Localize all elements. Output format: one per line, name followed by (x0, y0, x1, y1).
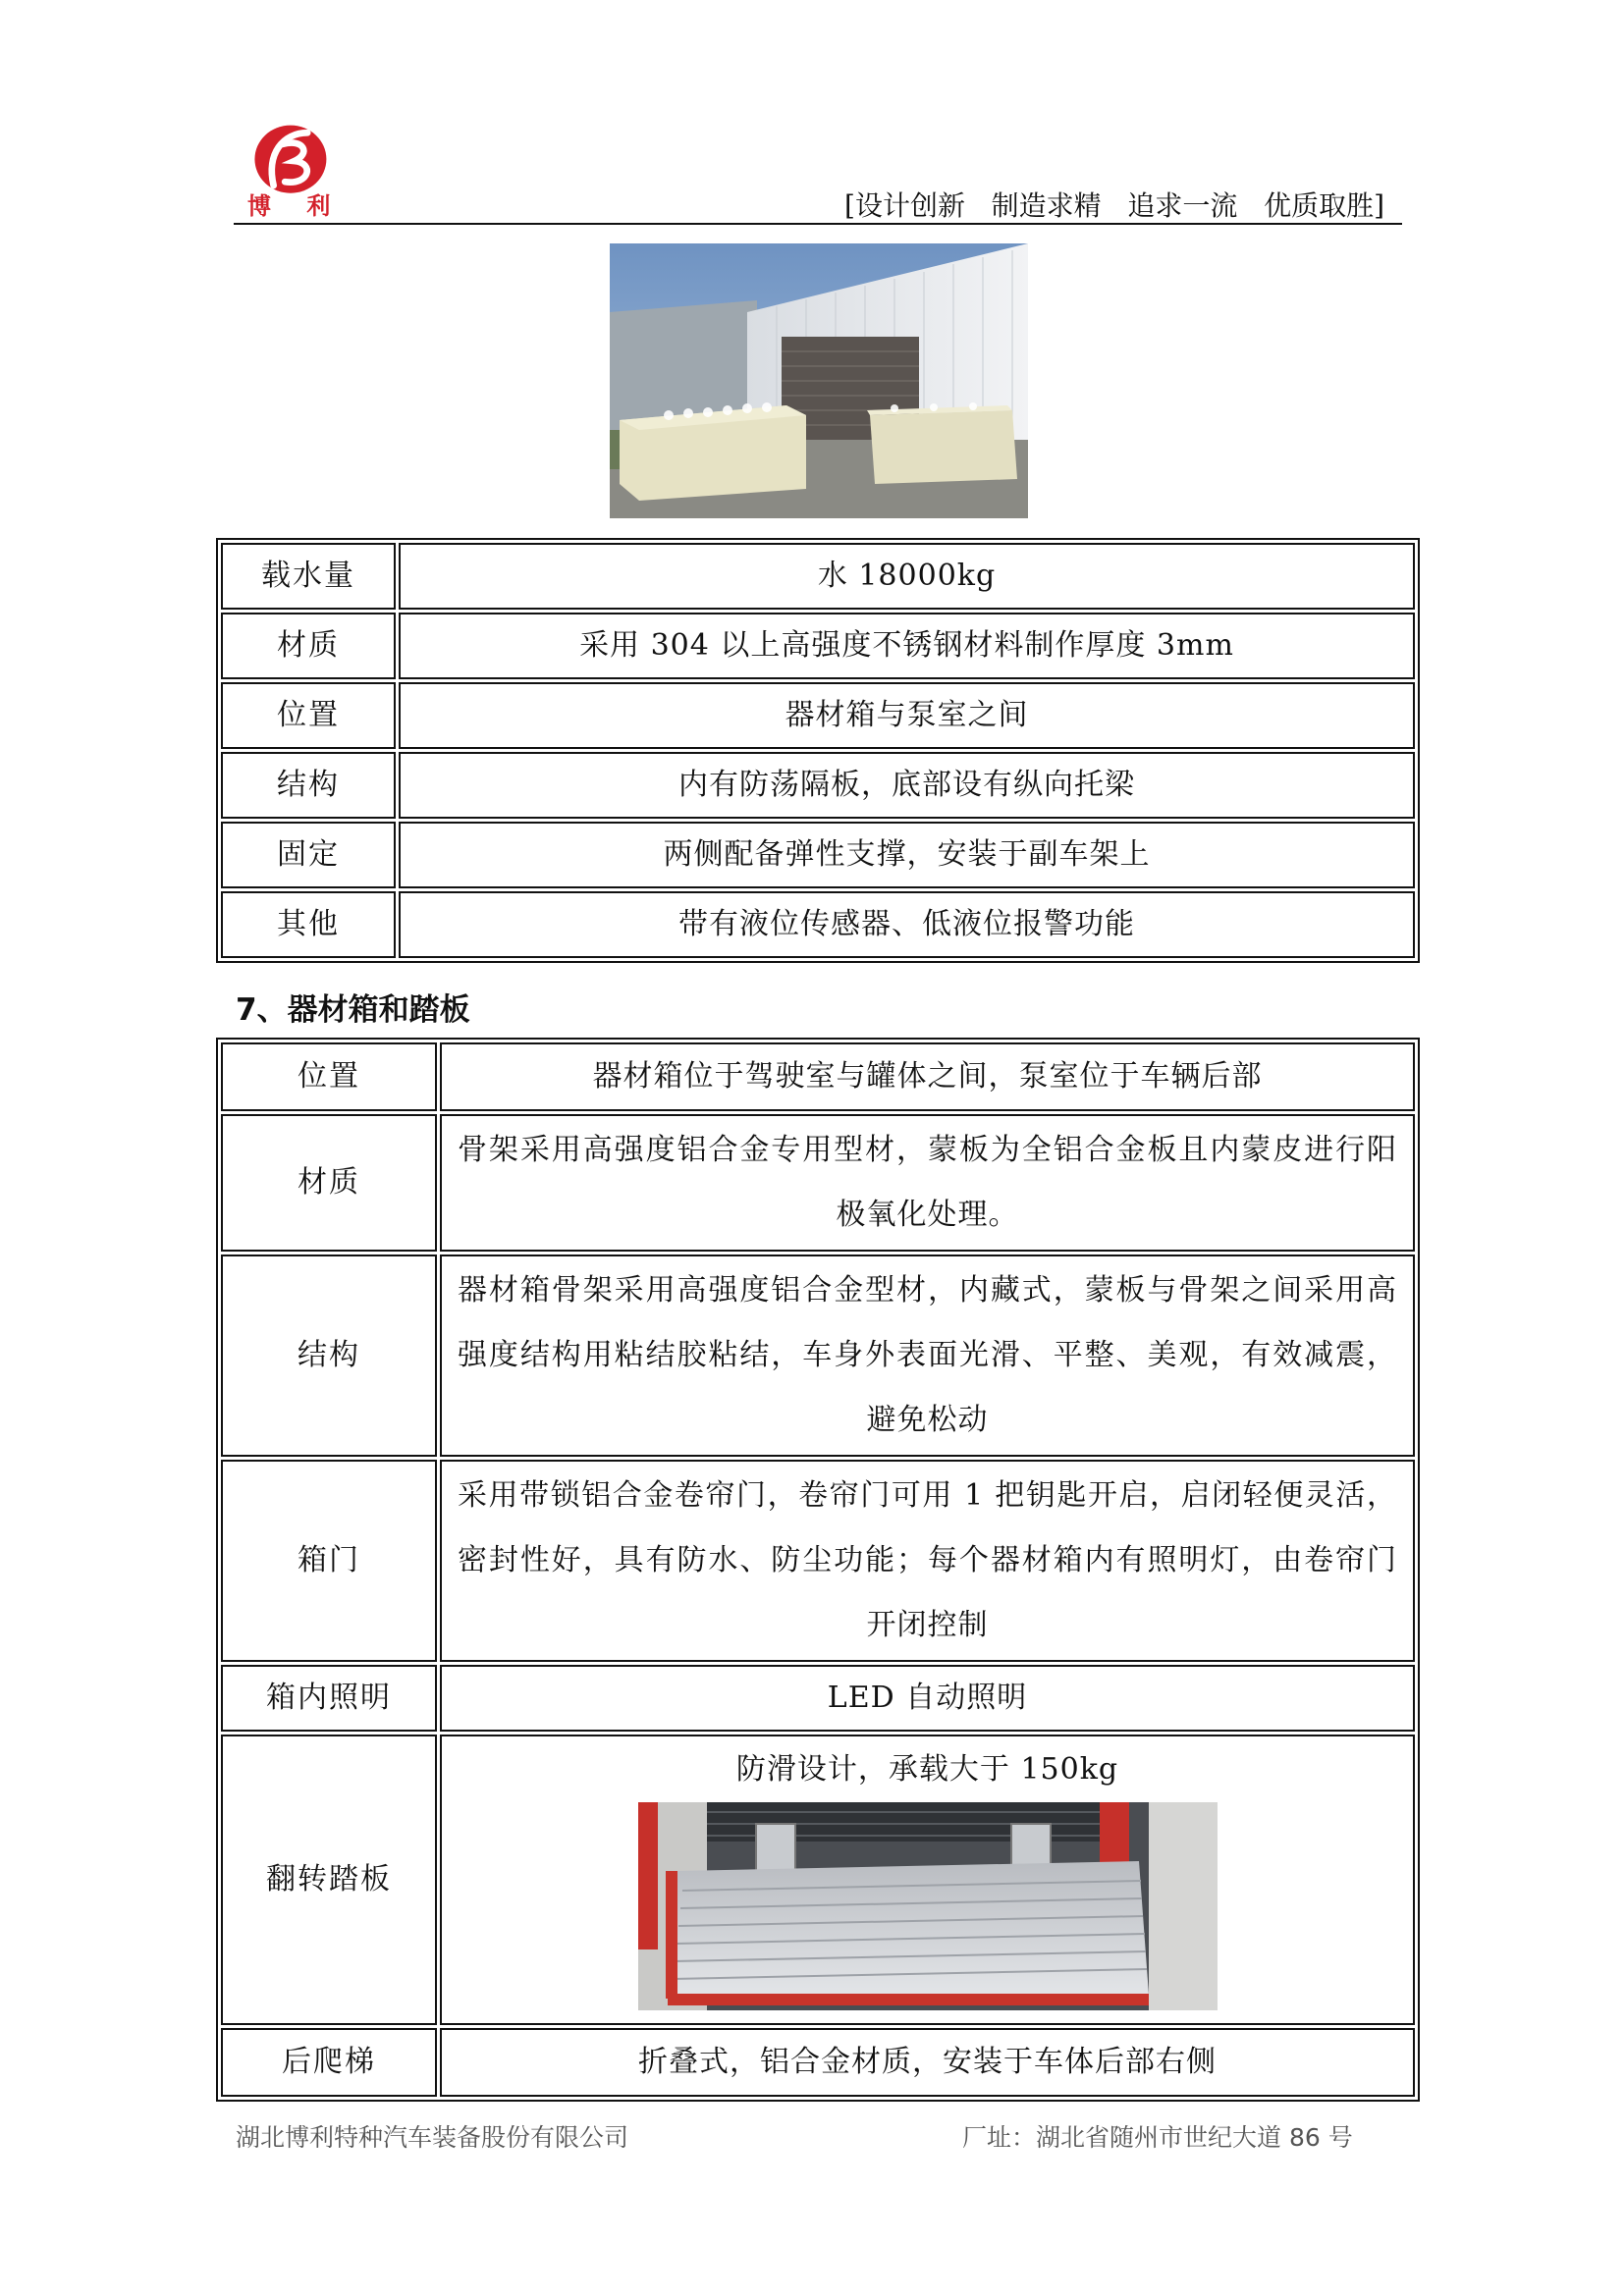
table-row (221, 1255, 1415, 1457)
row-value: 采用 304 以上高强度不锈钢材料制作厚度 3mm (399, 613, 1415, 679)
header-slogan: [设计创新 制造求精 追求一流 优质取胜] (844, 189, 1384, 222)
row-label: 固定 (221, 822, 396, 888)
folding-step-photo (638, 1802, 1218, 2010)
table-row (221, 891, 1415, 958)
table-row (221, 752, 1415, 819)
row-value: 器材箱位于驾驶室与罐体之间，泵室位于车辆后部 (440, 1042, 1415, 1111)
table-row (221, 543, 1415, 610)
row-value: 器材箱骨架采用高强度铝合金型材，内藏式，蒙板与骨架之间采用高强度结构用粘结胶粘结，车身外表面光滑、平整、美观，有效减震，避免松动 (440, 1255, 1415, 1457)
table-row (221, 2028, 1415, 2097)
row-value: 采用带锁铝合金卷帘门，卷帘门可用 1 把钥匙开启，启闭轻便灵活，密封性好，具有防水、防尘功能；每个器材箱内有照明灯，由卷帘门开闭控制 (440, 1460, 1415, 1662)
table-row (221, 822, 1415, 888)
footer-company: 湖北博利特种汽车装备股份有限公司 (236, 2123, 629, 2152)
row-value: 内有防荡隔板，底部设有纵向托梁 (399, 752, 1415, 819)
row-label: 箱门 (221, 1460, 437, 1662)
section-heading: 7、器材箱和踏板 (236, 992, 470, 1028)
water-tank-spec-table (216, 538, 1420, 963)
row-label: 结构 (221, 752, 396, 819)
water-tank-photo (610, 243, 1028, 518)
row-value: 两侧配备弹性支撑，安装于副车架上 (399, 822, 1415, 888)
equipment-box-spec-table (216, 1038, 1420, 2102)
table-row (221, 613, 1415, 679)
table-row (221, 1460, 1415, 1662)
row-value: 带有液位传感器、低液位报警功能 (399, 891, 1415, 958)
row-label: 位置 (221, 682, 396, 749)
row-value: LED 自动照明 (440, 1665, 1415, 1732)
row-label: 后爬梯 (221, 2028, 437, 2097)
logo-text: 博 利 (247, 192, 345, 220)
footer-address: 厂址：湖北省随州市世纪大道 86 号 (962, 2123, 1353, 2152)
row-value: 骨架采用高强度铝合金专用型材，蒙板为全铝合金板且内蒙皮进行阳极氧化处理。 (440, 1114, 1415, 1252)
row-value: 折叠式，铝合金材质，安装于车体后部右侧 (440, 2028, 1415, 2097)
table-row (221, 682, 1415, 749)
step-cell (440, 1735, 1415, 2025)
row-value: 器材箱与泵室之间 (399, 682, 1415, 749)
table-row (221, 1735, 1415, 2025)
row-value: 水 18000kg (399, 543, 1415, 610)
row-label: 位置 (221, 1042, 437, 1111)
header-divider (234, 223, 1402, 225)
row-label: 结构 (221, 1255, 437, 1457)
row-label: 载水量 (221, 543, 396, 610)
row-label: 材质 (221, 613, 396, 679)
row-label: 翻转踏板 (221, 1735, 437, 2025)
table-row (221, 1665, 1415, 1732)
row-label: 箱内照明 (221, 1665, 437, 1732)
row-label: 其他 (221, 891, 396, 958)
row-label: 材质 (221, 1114, 437, 1252)
table-row (221, 1042, 1415, 1111)
row-value: 防滑设计，承载大于 150kg (735, 1752, 1119, 1787)
table-row (221, 1114, 1415, 1252)
